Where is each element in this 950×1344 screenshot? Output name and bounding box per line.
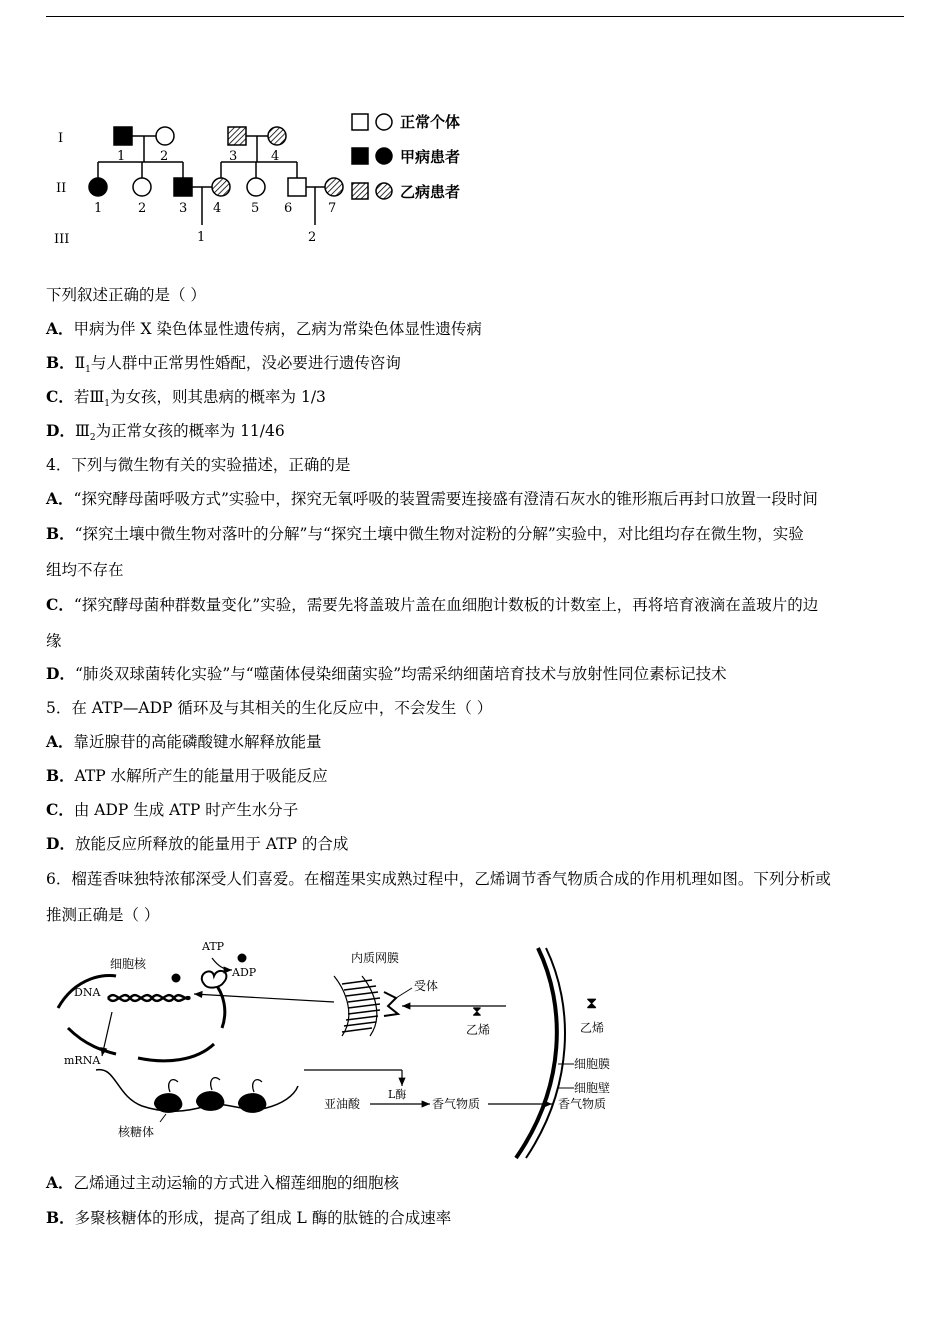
gen-label-I: I [58,131,64,146]
q3-option-c: C．若$Ⅲ_1$为女孩，则其患病的概率为 1/3 [46,387,326,410]
gen-label-II: II [56,181,67,196]
dna-label: DNA [74,986,101,999]
gen-label-III: III [54,232,70,247]
cell-membrane [526,948,565,1158]
enzyme-shape [202,971,227,988]
ribosome-label: 核糖体 [118,1125,155,1139]
q3-stem: 下列叙述正确的是（ ） [46,286,206,304]
I1-number: 1 [117,149,126,164]
q3-option-a: A．甲病为伴 X 染色体显性遗传病，乙病为常染色体显性遗传病 [46,319,482,338]
II2-number: 2 [138,201,147,216]
aroma-inside-label: 香气物质 [432,1097,481,1111]
header-rule [46,16,904,17]
ribosome-2 [196,1091,224,1111]
legend-b-male-icon [352,183,368,199]
II4-disease-b-female [212,178,230,196]
q5-option-b: B．ATP 水解所产生的能量用于吸能反应 [46,766,328,785]
I1-affected-male [114,127,132,145]
er-membrane [334,976,380,1036]
q4-stem: 4．下列与微生物有关的实验描述，正确的是 [46,456,351,474]
II2-normal-female [133,178,151,196]
mrna-label: mRNA [64,1054,101,1067]
ethylene-outside-icon: ⧗ [586,993,598,1012]
q6-option-b: B．多聚核糖体的形成，提高了组成 L 酶的肽链的合成速率 [46,1208,452,1227]
legend-normal-label: 正常个体 [400,113,461,131]
q4-option-c-cont: 缘 [46,632,62,650]
ethylene-mechanism-diagram [46,936,616,1161]
ribosome-1 [154,1093,182,1113]
II6-number: 6 [284,201,293,216]
III2-number: 2 [308,230,317,245]
I2-number: 2 [160,149,169,164]
I4-disease-b-female [268,127,286,145]
q6-stem: 6．榴莲香味独特浓郁深受人们喜爱。在榴莲果实成熟过程中，乙烯调节香气物质合成的作用机理如图。下列分析或 [46,870,831,888]
q5-option-d: D．放能反应所释放的能量用于 ATP 的合成 [46,834,349,853]
II3-affected-male [174,178,192,196]
q3-option-b: B．$Ⅱ_1$与人群中正常男性婚配，没必要进行遗传咨询 [46,353,401,376]
q5-stem: 5．在 ATP—ADP 循环及与其相关的生化反应中，不会发生（ ） [46,699,493,717]
q4-option-a: A．“探究酵母菌呼吸方式”实验中，探究无氧呼吸的装置需要连接盛有澄清石灰水的锥形瓶后再封口放置一段时间 [46,489,818,508]
pedigree-diagram [46,106,506,251]
legend-a-female-icon [376,148,392,164]
III1-number: 1 [197,230,206,245]
aroma-outside-label: 香气物质 [558,1097,607,1111]
II3-number: 3 [179,201,188,216]
legend-a-male-icon [352,148,368,164]
q4-option-c: C．“探究酵母菌种群数量变化”实验，需要先将盖玻片盖在血细胞计数板的计数室上，再将培育液滴在盖玻片的边 [46,595,819,614]
membrane-label: 细胞膜 [574,1057,611,1071]
I3-disease-b-male [228,127,246,145]
l-enzyme-label: L酶 [388,1088,407,1101]
II7-disease-b-female [325,178,343,196]
legend-normal-male-icon [352,114,368,130]
linoleic-label: 亚油酸 [324,1097,361,1111]
legend-b-label: 乙病患者 [400,183,461,201]
legend-b-female-icon [376,183,392,199]
ribosome-3 [238,1093,266,1113]
ethylene-outside-label: 乙烯 [580,1021,605,1035]
II6-normal-male [288,178,306,196]
legend-a-label: 甲病患者 [400,148,461,166]
I2-normal-female [156,127,174,145]
mrna-strand [96,1070,298,1112]
q5-option-c: C．由 ADP 生成 ATP 时产生水分子 [46,800,299,819]
receptor-label: 受体 [414,979,439,993]
atp-label: ATP [202,940,225,953]
adp-label: ADP [232,966,257,979]
q4-option-b: B．“探究土壤中微生物对落叶的分解”与“探究土壤中微生物对淀粉的分解”实验中，对比组均存在微生物，实验 [46,524,804,543]
II5-number: 5 [251,201,260,216]
I3-number: 3 [229,149,238,164]
phosphate-dot [172,974,181,983]
q3-option-d: D．$Ⅲ_2$为正常女孩的概率为 11/46 [46,421,285,444]
II4-number: 4 [213,201,222,216]
II7-number: 7 [328,201,337,216]
cell-wall [516,948,557,1158]
q6-option-a: A．乙烯通过主动运输的方式进入榴莲细胞的细胞核 [46,1173,400,1192]
q4-option-b-cont: 组均不存在 [46,561,124,579]
II1-number: 1 [94,201,103,216]
q6-stem-cont: 推测正确是（ ） [46,906,160,924]
II5-normal-female [247,178,265,196]
ethylene-inside-label: 乙烯 [466,1023,491,1037]
er-label: 内质网膜 [351,951,400,965]
II1-affected-female [89,178,107,196]
wall-label: 细胞壁 [574,1081,611,1095]
nucleus-label: 细胞核 [110,957,147,971]
q5-option-a: A．靠近腺苷的高能磷酸键水解释放能量 [46,732,322,751]
q4-option-d: D．“肺炎双球菌转化实验”与“噬菌体侵染细菌实验”均需采纳细菌培育技术与放射性同位素标记技术 [46,664,727,683]
I4-number: 4 [271,149,280,164]
ethylene-inside-icon: ⧗ [472,1004,482,1020]
receptor-shape [384,992,398,1016]
legend-normal-female-icon [376,114,392,130]
